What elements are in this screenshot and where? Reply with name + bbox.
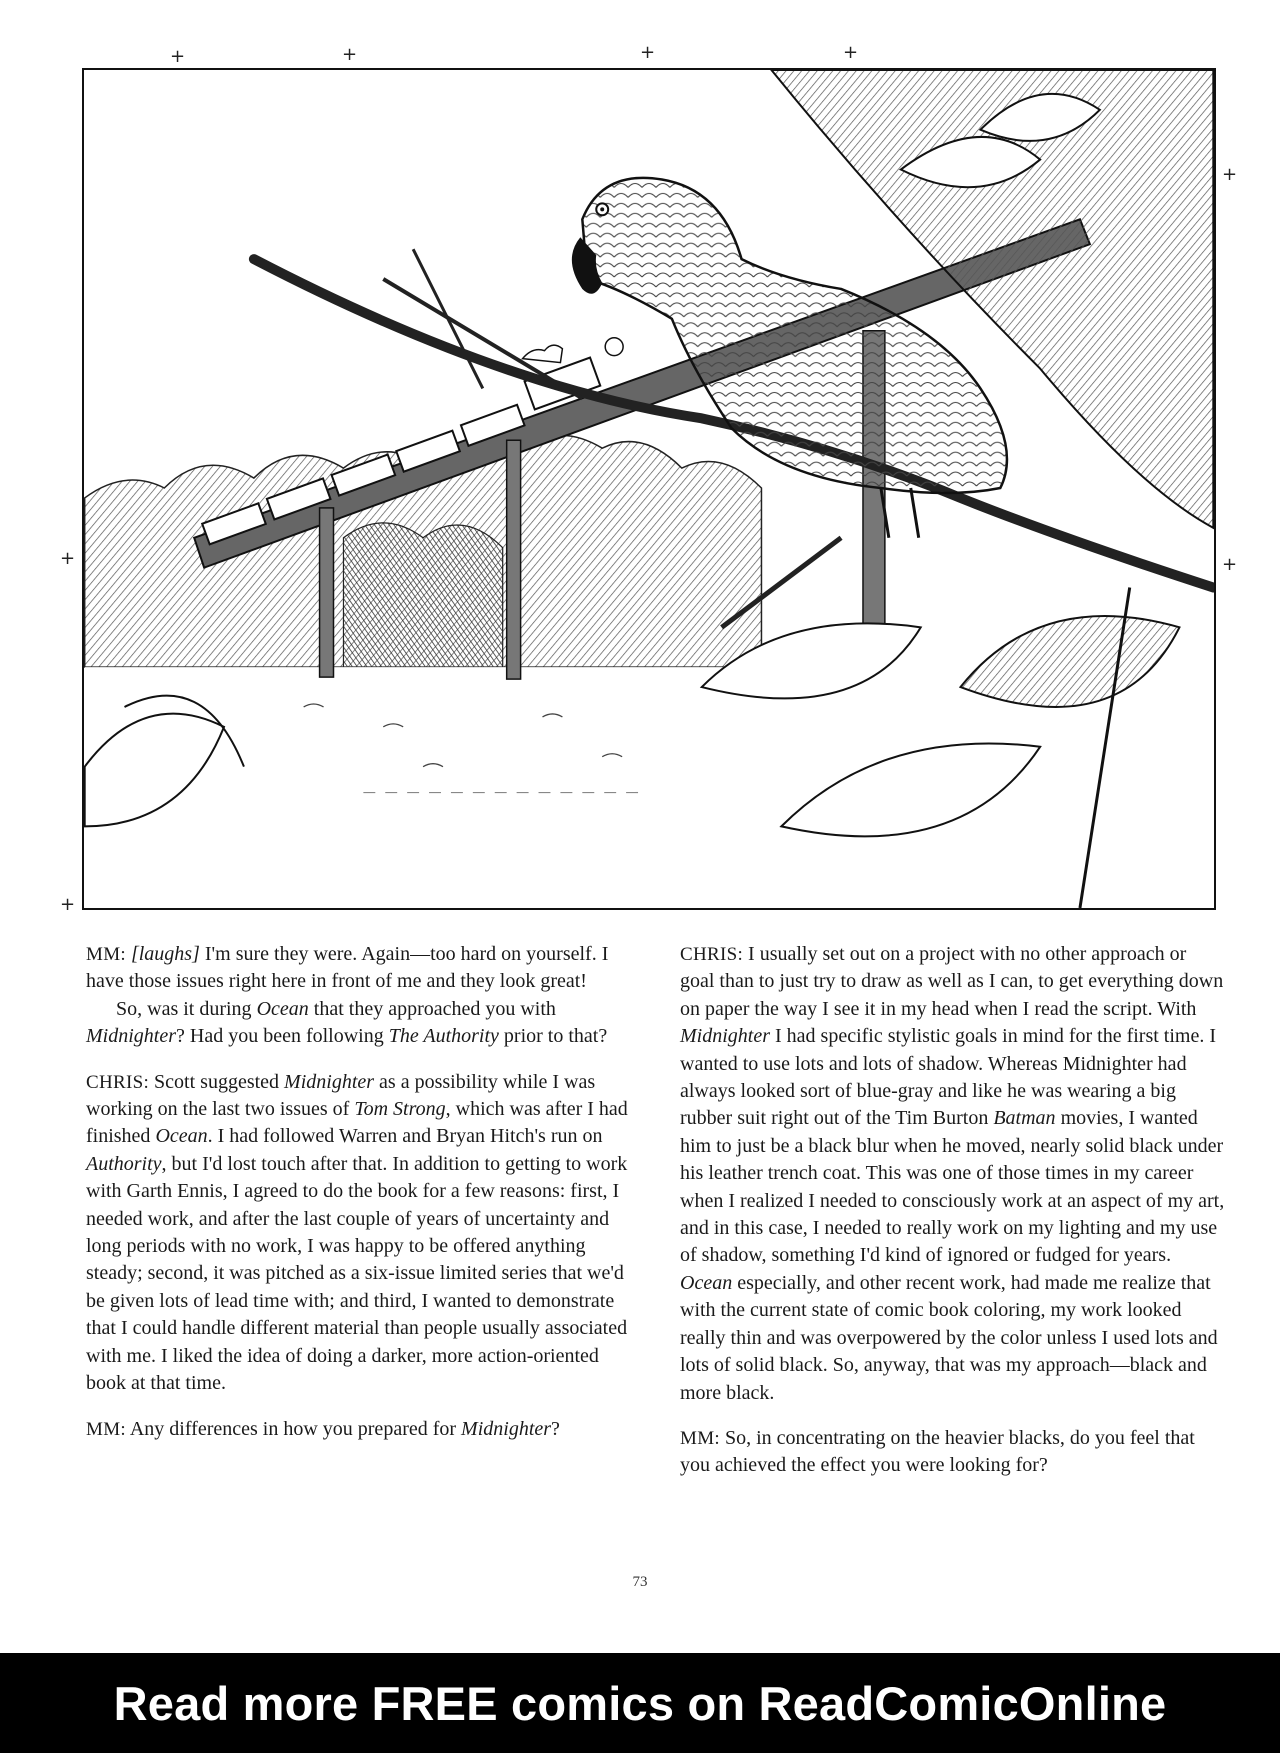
italic-text: Batman (993, 1107, 1056, 1130)
promo-banner[interactable] (0, 1653, 1280, 1753)
paragraph-text: prior to that? (498, 1025, 608, 1048)
crop-mark: + (60, 548, 76, 569)
italic-text: Midnighter (86, 1025, 176, 1048)
paragraph-text: So, was it during (116, 997, 257, 1020)
speaker-label: MM: (86, 1418, 126, 1440)
paragraph-text: that they approached you with (308, 997, 556, 1020)
paragraph-text: especially, and other recent work, had made me realize that with the current state of comic book coloring, my work looked really thin and was overpowered by the color unless I used lots and lots of solid black. So, anyway, that was my approach—black and more black. (680, 1271, 1218, 1404)
crop-mark: + (170, 46, 186, 67)
crop-mark: + (640, 42, 656, 63)
right-text-column (680, 941, 1225, 1480)
italic-text: Ocean (155, 1125, 208, 1148)
speaker-label: CHRIS: (86, 1071, 150, 1093)
page-number: 73 (632, 1574, 648, 1590)
illustration-drawing (84, 70, 1214, 908)
paragraph-text: , but I'd lost touch after that. In addition to getting to work with Garth Ennis, I agreed to do the book for a few reasons: first, I needed work, and after the last couple of years of uncertainty and long periods with no work, I was happy to be offered anything steady; second, it was pitched as a six-issue limited series that we'd be given lots of lead time with; and third, I wanted to demonstrate that I could handle different material than people usually associated with me. I liked the idea of doing a darker, more action-oriented book at that time. (86, 1152, 628, 1395)
paragraph-text: Scott suggested (149, 1070, 285, 1093)
paragraph (86, 1069, 631, 1398)
crop-mark: + (342, 44, 358, 65)
paragraph-text: movies, I wanted him to just be a black blur when he moved, nearly solid black under his leather trench coat. This was one of those times in my career when I realized I needed to consciously work at an aspect of my art, and in this case, I needed to really work on my lighting and my use of shadow, something I'd kind of ignored or fudged for years. (680, 1107, 1225, 1267)
paragraph-text: I had specific stylistic goals in mind for the first time. I wanted to use lots and lots of shadow. Whereas Midnighter had always looked sort of blue-gray and like he was wearing a big rubber suit right out of the Tim Burton (680, 1025, 1217, 1130)
paragraph-text: I'm sure they were. Again—too hard on yourself. I have those issues right here in front of me and they look great! (86, 943, 609, 993)
italic-text: Midnighter (680, 1025, 770, 1048)
italic-text: Ocean (680, 1271, 733, 1294)
paragraph (86, 996, 631, 1051)
italic-text: Midnighter (284, 1070, 375, 1093)
crop-mark: + (843, 42, 859, 63)
paragraph (86, 941, 631, 996)
paragraph-text: as a possibility while I was working on the last two issues of (86, 1070, 596, 1121)
paragraph-text: ? (551, 1417, 560, 1440)
paragraph (86, 1416, 631, 1443)
paragraph (680, 1425, 1225, 1480)
italic-text: The Authority (388, 1025, 499, 1048)
paragraph-text: I usually set out on a project with no other approach or goal than to just try to draw as well as I can, to get everything down on paper the way I see it in my head when I read the script. With (680, 943, 1224, 1020)
paragraph-text: , which was after I had finished (86, 1098, 628, 1148)
promo-banner-text[interactable]: Read more FREE comics on ReadComicOnline (113, 1676, 1167, 1730)
crop-mark: + (1222, 164, 1238, 185)
paragraph-text: . I had followed Warren and Bryan Hitch's run on (207, 1125, 603, 1148)
crop-mark: + (60, 894, 76, 915)
speaker-label: MM: (86, 944, 126, 965)
paragraph-text: ? Had you been following (176, 1025, 389, 1048)
paragraph-text: Any differences in how you prepared for (125, 1417, 462, 1440)
parrot-illustration (82, 68, 1216, 910)
italic-text: Authority (86, 1152, 162, 1175)
italic-text: [laughs] (130, 943, 200, 965)
crop-mark: + (1222, 554, 1238, 575)
italic-text: Tom Strong (354, 1098, 446, 1121)
paragraph (680, 941, 1225, 1407)
paragraph-text: So, in concentrating on the heavier blacks, do you feel that you achieved the effect you were looking for? (680, 1426, 1195, 1477)
italic-text: Midnighter (461, 1417, 552, 1440)
left-text-column (86, 941, 631, 1443)
speaker-label: MM: (680, 1427, 720, 1449)
speaker-label: CHRIS: (680, 944, 744, 965)
italic-text: Ocean (256, 997, 309, 1020)
